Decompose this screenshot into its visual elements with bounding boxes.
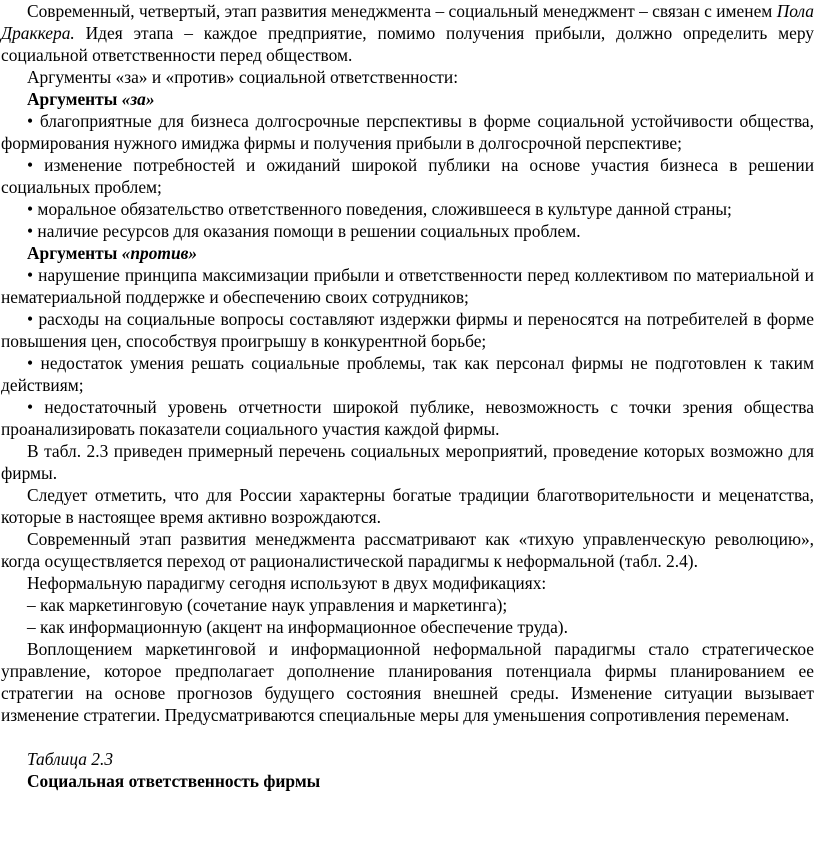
pro-item: • моральное обязательство ответственного поведения, сложившееся в культуре данной страны; [27,199,732,219]
russia-paragraph: Следует отметить, что для России характерны богатые традиции благотворительности и меценатства, которые в настоящее время активно возрождаются. [1,485,814,527]
revolution-paragraph: Современный этап развития менеджмента рассматривают как «тихую управленческую революцию», когда осуществляется переход от рационалистической парадигмы к неформальной (табл. 2.4). [1,529,814,571]
strategic-management-paragraph: Воплощением маркетинговой и информационной неформальной парадигмы стало стратегическое управление, которое предполагает дополнение планирования потенциала фирмы планированием ее стратегии на основе прогнозов будущего состояния внешней среды. Изменение ситуации вызывает изменение стратегии. Предусматриваются специальные меры для уменьшения сопротивления переменам. [1,639,814,725]
intro-text-before: Современный, четвертый, этап развития менеджмента – социальный менеджмент – связан с именем [27,1,777,21]
pro-item: • благоприятные для бизнеса долгосрочные перспективы в форме социальной устойчивости общества, формирования нужного имиджа фирмы и получения прибыли в долгосрочной перспективе; [1,111,814,153]
contra-heading-italic: «против» [121,243,198,263]
contra-item: • нарушение принципа максимизации прибыли и ответственности перед коллективом по материальной и нематериальной поддержке и обеспечению своих сотрудников; [1,265,814,307]
intro-paragraph [1,0,814,66]
table-title: Социальная ответственность фирмы [27,771,321,791]
pro-heading-italic: «за» [121,89,155,109]
pro-item: • изменение потребностей и ожиданий широкой публики на основе участия бизнеса в решении социальных проблем; [1,155,814,197]
table-reference-paragraph: В табл. 2.3 приведен примерный перечень социальных мероприятий, проведение которых возможно для фирмы. [1,441,814,483]
contra-heading: Аргументы «против» [27,243,198,263]
contra-item: • недостаточный уровень отчетности широкой публике, невозможность с точки зрения общества проанализировать показатели социального участия каждой фирмы. [1,397,814,439]
modifications-paragraph: Неформальную парадигму сегодня используют в двух модификациях: [27,573,547,593]
pro-heading: Аргументы «за» [27,89,155,109]
contra-item: • расходы на социальные вопросы составляют издержки фирмы и переносятся на потребителей в форме повышения цен, способствуя проигрышу в конкурентной борьбе; [1,309,814,351]
table-caption: Таблица 2.3 [27,749,114,769]
drucker-name: Пола Драккера. [1,1,814,43]
pro-item: • наличие ресурсов для оказания помощи в решении социальных проблем. [27,221,581,241]
intro-text-after: Идея этапа – каждое предприятие, помимо получения прибыли, должно определить меру социальной ответственности перед обществом. [1,23,814,65]
spacer [1,726,814,748]
arguments-intro: Аргументы «за» и «против» социальной ответственности: [27,67,459,87]
modification-item: – как информационную (акцент на информационное обеспечение труда). [27,617,568,637]
contra-item: • недостаток умения решать социальные проблемы, так как персонал фирмы не подготовлен к таким действиям; [1,353,814,395]
modification-item: – как маркетинговую (сочетание наук управления и маркетинга); [27,595,508,615]
